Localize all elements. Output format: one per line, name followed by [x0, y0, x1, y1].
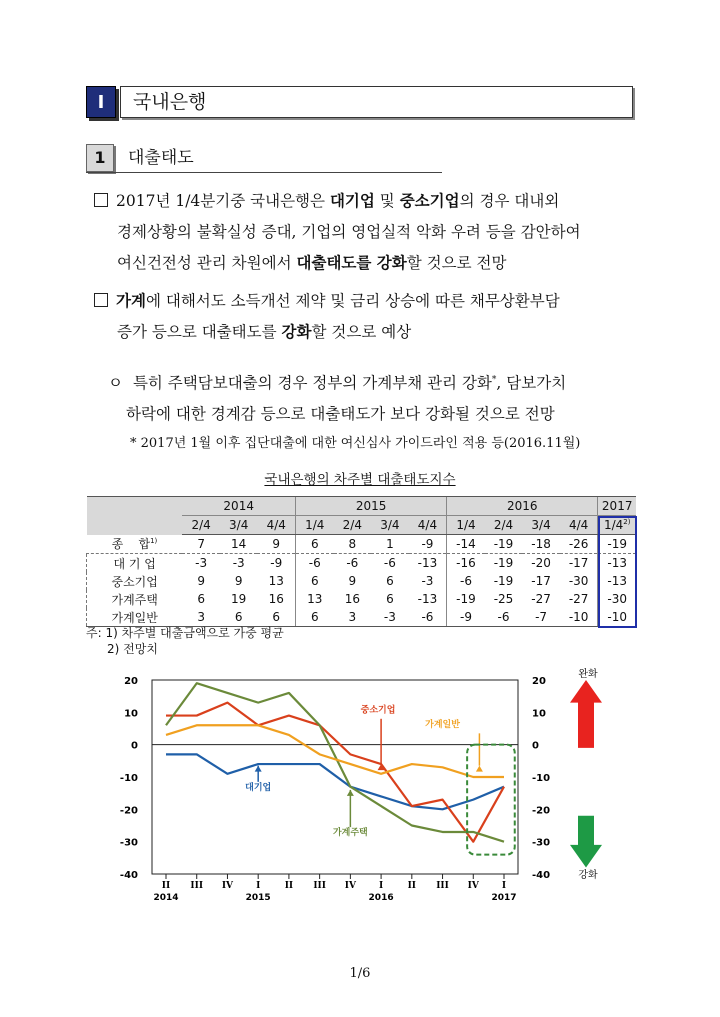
paragraph-1-line-1 [94, 186, 654, 217]
table-cell: -25 [493, 592, 514, 606]
paragraph-3-text-b: , 담보가치 [496, 374, 567, 393]
page-number: 1/6 [349, 966, 371, 981]
table-row [87, 535, 637, 554]
table-cell: -19 [485, 535, 523, 554]
table-year-2016: 2016 [447, 497, 598, 516]
table-cell: -13 [417, 556, 438, 570]
table-cell: -10 [598, 608, 636, 627]
table-cell: 3 [182, 608, 220, 627]
series-label-0: 대기업 [245, 782, 272, 793]
table-corner-cell [87, 497, 183, 535]
table-cell: 9 [234, 574, 243, 588]
x-tick-label: IV [221, 881, 234, 891]
table-cell: 9 [257, 535, 295, 554]
table-cell: -18 [522, 535, 560, 554]
paragraph-3-line-1 [108, 365, 668, 399]
table-cell: -27 [568, 592, 589, 606]
paragraph-1-line-3-run-0: 여신건전성 관리 차원에서 [117, 254, 297, 272]
paragraph-3-line-2: 하락에 대한 경계감 등으로 대출태도가 보다 강화될 것으로 전망 [126, 405, 555, 424]
star-footnote: * 2017년 1월 이후 집단대출에 대한 여신심사 가이드라인 적용 등(2016.11월) [130, 436, 581, 451]
table-cell: -9 [409, 535, 447, 554]
paragraph-2-line-1-run-0: 가계 [116, 292, 146, 310]
x-year-label: 2017 [491, 893, 517, 903]
index-table [86, 496, 636, 627]
paragraph-3-text-a: 특히 주택담보대출의 경우 정부의 가계부채 관리 강화 [132, 374, 492, 393]
series-pointer-arrowhead-icon [255, 766, 262, 772]
table-title: 국내은행의 차주별 대출태도지수 [264, 472, 456, 488]
table-cell: 16 [268, 592, 284, 606]
table-footnotes [86, 625, 284, 657]
table-cell: -13 [598, 554, 636, 573]
table-cell: 6 [386, 592, 394, 606]
table-cell: -27 [531, 592, 551, 606]
table-cell: 13 [296, 590, 334, 608]
table-row-label: 대 기 업 [87, 554, 183, 573]
table-grid [86, 496, 636, 627]
table-quarter-header: 2/4 [182, 516, 220, 535]
table-row-label: 중소기업 [87, 572, 183, 590]
y-tick-label-left: -30 [119, 837, 138, 849]
table-row [87, 590, 637, 608]
table-quarter-header: 3/4 [371, 516, 409, 535]
x-tick-label: III [436, 881, 449, 891]
y-tick-label-left: -40 [119, 870, 138, 881]
paragraph-2-line-1-run-1: 에 대해서도 소득개선 제약 및 금리 상승에 따른 채무상환부담 [145, 292, 560, 310]
table-cell: 9 [348, 574, 357, 588]
table-quarter-header: 4/4 [560, 516, 598, 535]
table-year-2014: 2014 [182, 497, 295, 516]
table-year-2015: 2015 [296, 497, 447, 516]
table-cell: -7 [522, 608, 560, 627]
table-cell: 3 [334, 608, 372, 627]
table-cell: 6 [386, 574, 394, 588]
paragraph-1-line-1-run-1: 대기업 [329, 192, 375, 210]
y-tick-label-right: -10 [532, 773, 551, 784]
table-cell: -19 [447, 590, 485, 608]
table-cell: 9 [197, 574, 205, 588]
table-row-label: 가계일반 [87, 608, 183, 627]
footnote-2: 2) 전망치 [107, 642, 158, 656]
up-arrow-icon [570, 680, 602, 748]
table-cell: -9 [270, 556, 283, 570]
paragraph-1-line-1-run-2: 및 [374, 192, 400, 210]
table-cell: 6 [220, 608, 258, 627]
paragraph-1-line-1-run-0: 2017년 1/4분기중 국내은행은 [116, 192, 330, 210]
y-tick-label-right: -40 [532, 870, 551, 881]
series-pointer-arrowhead-icon [476, 766, 483, 772]
table-cell: 19 [231, 592, 247, 606]
table-cell: 6 [296, 608, 334, 627]
paragraph-2 [94, 286, 654, 348]
forecast-column-highlight [598, 516, 637, 629]
table-cell: 14 [220, 535, 258, 554]
table-cell: -19 [493, 556, 514, 570]
section-title: 국내은행 [120, 86, 633, 118]
table-cell: 6 [296, 572, 334, 590]
table-cell: -6 [485, 608, 523, 627]
series-label-2: 가계주택 [332, 828, 368, 839]
series-label-3: 가계일반 [425, 719, 460, 730]
table-cell: -17 [568, 556, 589, 570]
table-cell: 6 [296, 535, 334, 554]
loan-attitude-chart [86, 664, 646, 914]
table-quarter-header: 4/4 [409, 516, 447, 535]
table-row [87, 608, 637, 627]
x-tick-label: I [501, 881, 507, 891]
y-tick-label-right: 0 [532, 740, 539, 752]
table-cell: -6 [447, 572, 485, 590]
paragraph-1-line-3 [94, 248, 654, 279]
x-tick-label: II [407, 881, 417, 891]
paragraph-2-line-2-run-1: 강화 [281, 323, 312, 341]
x-year-label: 2014 [153, 893, 179, 903]
table-cell: -3 [232, 556, 245, 570]
table-cell: -6 [346, 556, 359, 570]
table-cell: -10 [560, 608, 598, 627]
table-cell: -6 [409, 608, 447, 627]
square-bullet-icon [94, 193, 108, 207]
table-cell: -20 [531, 556, 551, 570]
table-cell: 1 [371, 535, 409, 554]
paragraph-1-line-1-run-3: 중소기업 [399, 192, 460, 210]
table-quarter-header: 3/4 [522, 516, 560, 535]
paragraph-1-line-2 [94, 217, 654, 248]
table-cell: -13 [417, 592, 438, 606]
table-cell: -9 [447, 608, 485, 627]
table-cell: 16 [344, 592, 360, 606]
table-cell: 13 [268, 574, 284, 588]
series-pointer-arrowhead-icon [347, 790, 354, 796]
paragraph-3 [108, 365, 668, 430]
table-cell: -3 [371, 608, 409, 627]
table-cell: -16 [447, 554, 485, 573]
paragraph-2-line-2-run-0: 증가 등으로 대출태도를 [117, 323, 282, 341]
table-cell: -3 [421, 574, 434, 588]
table-cell: 8 [334, 535, 372, 554]
table-cell: -3 [195, 556, 208, 570]
x-tick-label: IV [344, 881, 356, 891]
series-line-0 [166, 754, 504, 809]
paragraph-1-line-3-run-1: 대출태도를 강화 [296, 254, 407, 272]
table-cell: -19 [598, 535, 636, 554]
y-tick-label-right: -20 [532, 805, 551, 817]
table-cell: -13 [598, 572, 636, 590]
table-cell: -17 [531, 574, 551, 588]
table-quarter-header: 4/4 [257, 516, 295, 535]
table-cell: -30 [568, 574, 589, 588]
x-year-label: 2015 [245, 893, 271, 903]
paragraph-1-line-3-run-2: 할 것으로 전망 [406, 254, 507, 272]
table-quarter-header: 2/4 [334, 516, 372, 535]
table-quarter-header: 2/4 [485, 516, 523, 535]
table-row [87, 572, 637, 590]
up-arrow-label: 완화 [578, 669, 598, 680]
x-tick-label: IV [467, 881, 479, 891]
paragraph-1 [94, 186, 654, 279]
plot-frame [152, 680, 518, 874]
circle-bullet-icon: ㅇ [108, 374, 123, 393]
x-tick-label: III [313, 881, 326, 891]
table-year-2017: 2017 [598, 497, 636, 516]
paragraph-3-sup: * [491, 375, 497, 385]
x-tick-label: I [256, 881, 261, 891]
table-row-label: 가계주택 [87, 590, 183, 608]
y-tick-label-left: -20 [119, 805, 138, 817]
subsection-number: 1 [86, 144, 114, 172]
series-line-3 [166, 725, 504, 777]
table-cell: 6 [257, 608, 295, 627]
table-cell: -30 [598, 590, 636, 608]
y-tick-label-right: -30 [532, 837, 551, 849]
table-quarter-header: 1/4 [296, 516, 334, 535]
footnote-1: 주: 1) 차주별 대출금액으로 가중 평균 [86, 626, 284, 640]
x-year-label: 2016 [368, 893, 394, 903]
table-quarter-header: 1/4 [447, 516, 485, 535]
section-number: I [86, 86, 116, 118]
paragraph-2-line-1 [94, 286, 654, 317]
table-row [87, 554, 637, 573]
paragraph-1-line-2-run-0: 경제상황의 불확실성 증대, 기업의 영업실적 악화 우려 등을 감안하여 [117, 223, 581, 241]
table-row-label: 종 합$^{1)}$ [87, 535, 183, 554]
table-year-row [87, 497, 637, 516]
y-tick-label-left: 0 [131, 740, 138, 752]
subsection-underline [86, 172, 442, 173]
y-tick-label-left: 10 [124, 708, 138, 720]
table-cell: -26 [560, 535, 598, 554]
down-arrow-icon [570, 816, 602, 868]
table-quarter-sup: 2) [623, 518, 631, 526]
y-tick-label-left: -10 [119, 773, 138, 784]
y-tick-label-right: 10 [532, 708, 546, 720]
series-label-1: 중소기업 [360, 705, 396, 716]
x-tick-label: II [284, 881, 294, 891]
paragraph-2-line-2-run-2: 할 것으로 예상 [311, 323, 412, 341]
subsection-title: 대출태도 [128, 148, 194, 168]
paragraph-1-line-1-run-4: 의 경우 대내외 [459, 192, 560, 210]
y-tick-label-left: 20 [124, 676, 138, 687]
x-tick-label: I [378, 881, 384, 891]
table-quarter-header: 3/4 [220, 516, 258, 535]
paragraph-2-line-2 [94, 317, 654, 348]
x-tick-label: II [161, 881, 171, 891]
square-bullet-icon [94, 293, 108, 307]
table-cell: -19 [493, 574, 514, 588]
table-row-sup: 1) [150, 537, 158, 546]
y-tick-label-right: 20 [532, 676, 546, 687]
table-quarter-header: 1/4$^{2)}$ [598, 516, 636, 535]
table-cell: 6 [197, 592, 205, 606]
table-cell: -14 [447, 535, 485, 554]
table-cell: -6 [296, 554, 334, 573]
down-arrow-label: 강화 [578, 870, 598, 881]
table-cell: -6 [383, 556, 396, 570]
x-tick-label: III [190, 881, 204, 891]
table-cell: 7 [182, 535, 220, 554]
